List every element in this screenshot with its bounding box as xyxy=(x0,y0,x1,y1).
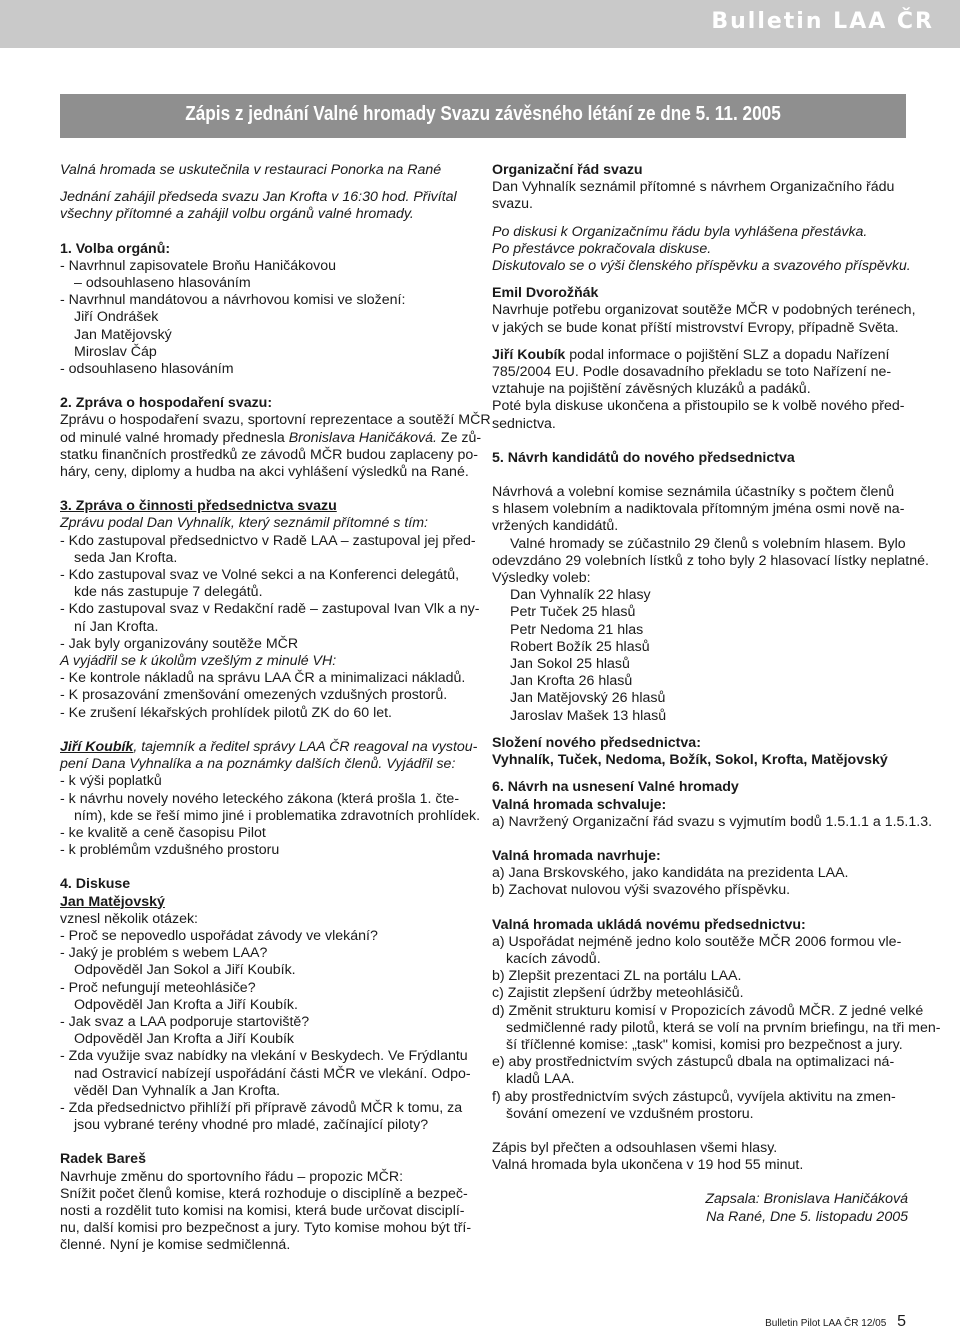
election-result: Robert Božík 25 hlasů xyxy=(510,638,650,655)
text-fragment: podal informace o pojištění SLZ a dopadu Nařízení xyxy=(565,346,890,363)
text-line: seda Jan Krofta. xyxy=(74,549,178,566)
intro-line: Jednání zahájil předseda svazu Jan Krofta v 16:30 hod. Přivítal xyxy=(60,189,457,206)
text-line: kladů LAA. xyxy=(506,1071,575,1088)
page-footer xyxy=(765,1313,906,1331)
text-line: v jakých se bude konat příští mistrovství Evropy, případně Světa. xyxy=(492,319,899,336)
text-line: - Kdo zastupoval předsednictvo v Radě LAA – zastupoval jej před- xyxy=(60,532,476,549)
text-line: sedmičlenné rady pilotů, která se volí na prvním briefingu, na tři men- xyxy=(506,1019,941,1036)
text-line: - Jaký je problém s webem LAA? xyxy=(60,945,268,962)
text-line: - ke kvalitě a ceně časopisu Pilot xyxy=(60,824,266,841)
intro-line: všechny přítomné a zahájil volbu orgánů valné hromady. xyxy=(60,206,414,223)
text-line: – odsouhlaseno hlasováním xyxy=(74,275,251,292)
text-line: s hlasem volebním a nadiktovala přítomným jména osmi nově na- xyxy=(492,501,905,518)
section-heading: 2. Zpráva o hospodaření svazu: xyxy=(60,395,273,412)
text-line: Jiří Ondrášek xyxy=(74,309,159,326)
text-line: vržených kandidátů. xyxy=(492,518,619,535)
text-line: odevzdáno 29 volebních lístků z toho byly 2 hlasovací lístky neplatné. xyxy=(492,552,929,569)
text-line xyxy=(60,739,476,756)
text-line: vznesl několik otázek: xyxy=(60,910,199,927)
text-line: 785/2004 EU. Podle dosavadního překladu se toto Nařízení ne- xyxy=(492,364,892,381)
election-result: Jan Matějovský 26 hlasů xyxy=(510,690,666,707)
signature-line: Zapsala: Bronislava Haničáková xyxy=(705,1191,908,1208)
signature-line: Na Rané, Dne 5. listopadu 2005 xyxy=(706,1208,908,1225)
title-banner xyxy=(60,94,906,138)
text-line: - Navrhnul mandátovou a návrhovou komisi ve složení: xyxy=(60,292,406,309)
text-fragment: od minulé valné hromady přednesla xyxy=(60,429,289,446)
text-line: Jan Matějovský xyxy=(74,326,172,343)
text-line: A vyjádřil se k úkolům vzešlým z minulé VH: xyxy=(60,653,337,670)
text-line xyxy=(60,429,482,447)
text-line: Navrhuje změnu do sportovního řádu – propozic MČR: xyxy=(60,1168,404,1185)
text-line: a) Uspořádat nejméně jedno kolo soutěže MČR 2006 formou vle- xyxy=(492,933,902,950)
text-line: Miroslav Čáp xyxy=(74,343,157,360)
section-heading: 5. Návrh kandidátů do nového předsednictva xyxy=(492,449,795,466)
page-title: Zápis z jednání Valné hromady Svazu závěsného létání ze dne 5. 11. 2005 xyxy=(185,103,781,125)
left-column xyxy=(60,162,491,1255)
section-heading: Organizační řád svazu xyxy=(492,162,643,178)
text-line: Zápis byl přečten a odsouhlasen všemi hlasy. xyxy=(492,1139,778,1156)
text-line: kacích závodů. xyxy=(506,950,601,967)
person-name: Emil Dvorožňák xyxy=(492,285,599,302)
text-line: c) Zajistit zlepšení údržby meteohlásičů. xyxy=(492,985,744,1002)
text-line: ním), kde se řeší mimo jiné i problematika zdravotních prohlídek. xyxy=(74,807,481,824)
section-subheading: Valná hromada schvaluje: xyxy=(492,796,667,813)
text-line: věděl Dan Vyhnalík a Jan Krofta. xyxy=(74,1082,281,1099)
person-name: Jan Matějovský xyxy=(60,893,165,910)
text-line: - Navrhnul zapisovatele Broňu Haničákovou xyxy=(60,257,337,274)
text-line: Odpověděl Jan Krofta a Jiří Koubík xyxy=(74,1031,295,1048)
text-line: - Kdo zastupoval svaz v Redakční radě – zastupoval Ivan Vlk a ny- xyxy=(60,601,480,618)
text-line: a) Jana Brskovského, jako kandidáta na prezidenta LAA. xyxy=(492,865,849,882)
election-result: Dan Vyhnalík 22 hlasy xyxy=(510,587,651,604)
text-line: háry, ceny, diplomy a hudba na akci vyhlášení výsledků na Rané. xyxy=(60,464,469,481)
election-result: Petr Tuček 25 hlasů xyxy=(510,604,636,621)
person-name: Jiří Koubík xyxy=(60,738,134,755)
text-line: - Proč se nepovedlo uspořádat závody ve vlekání? xyxy=(60,927,378,944)
text-line: kde nás zastupuje 7 delegátů. xyxy=(74,584,263,601)
text-fragment: , tajemník a ředitel správy LAA ČR reagoval na vystou- xyxy=(133,738,478,755)
text-line: Odpověděl Jan Krofta a Jiří Koubík. xyxy=(74,996,298,1013)
election-result: Jan Sokol 25 hlasů xyxy=(510,656,630,673)
person-name: Bronislava Haničáková. xyxy=(288,429,437,446)
text-line: Návrhová a volební komise seznámila účastníky s počtem členů xyxy=(492,484,895,501)
text-line: Snížit počet členů komise, která rozhoduje o disciplíně a bezpeč- xyxy=(60,1185,468,1202)
text-line: Po diskusi k Organizačnímu řádu byla vyhlášena přestávka. xyxy=(492,223,868,240)
text-line: vztahuje na pojištění závěsných kluzáků a padáků. xyxy=(492,381,811,398)
text-line xyxy=(492,347,908,364)
text-line: Diskutovalo se o výši členského příspěvku a svazového příspěvku. xyxy=(492,258,911,275)
text-line: nad Ostravicí nabízejí uspořádání části MČR ve vlekání. Odpo- xyxy=(74,1065,471,1082)
section-heading: 1. Volba orgánů: xyxy=(60,240,171,257)
person-name: Jiří Koubík xyxy=(492,346,566,363)
text-line: členné. Nyní je komise sedmičlenná. xyxy=(60,1237,291,1254)
text-line: - Ke zrušení lékařských prohlídek pilotů ZK do 60 let. xyxy=(60,704,392,721)
text-line: Zprávu podal Dan Vyhnalík, který seznámil přítomné s tím: xyxy=(60,515,428,532)
section-heading: 3. Zpráva o činnosti předsednictva svazu xyxy=(60,498,337,515)
text-line: jsou vybrané terény vhodné pro mladé, začínající piloty? xyxy=(74,1117,429,1134)
text-line: f) aby prostřednictvím svých zástupců, vyvíjela aktivitu na zmen- xyxy=(492,1088,896,1105)
text-line: - Zda předsednictvo přihlíží při přípravě závodů MČR k tomu, za xyxy=(60,1099,463,1116)
text-line: Dan Vyhnalík seznámil přítomné s návrhem Organizačního řádu xyxy=(492,179,895,196)
text-fragment: Ze zů- xyxy=(436,429,482,446)
text-line: ší tříčlenné komise: „task" komisi, komisi pro bezpečnost a jury. xyxy=(506,1036,903,1053)
footer-label: Bulletin Pilot LAA ČR 12/05 xyxy=(765,1318,887,1329)
text-line: - Kdo zastupoval svaz ve Volné sekci a na Konferenci delegátů, xyxy=(60,567,460,584)
text-line: pení Dana Vyhnalíka a na poznámky dalších členů. Vyjádřil se: xyxy=(60,756,456,773)
section-subheading: Valná hromada navrhuje: xyxy=(492,847,661,864)
text-line: e) aby prostřednictvím svých zástupců dbala na optimalizaci ná- xyxy=(492,1054,895,1071)
text-line: b) Zachovat nulovou výši svazového příspěvku. xyxy=(492,882,791,899)
text-line: Odpověděl Jan Sokol a Jiří Koubík. xyxy=(74,962,296,979)
text-line: šování omezení ve vzdušném prostoru. xyxy=(506,1105,754,1122)
text-line: - Jak byly organizovány soutěže MČR xyxy=(60,635,299,652)
section-subheading: Valná hromada ukládá novému předsednictvu: xyxy=(492,916,806,933)
section-heading: 4. Diskuse xyxy=(60,876,131,893)
text-line: statku finančních prostředků ze závodů MČR budou zaplaceny po- xyxy=(60,446,478,463)
page-number: 5 xyxy=(897,1313,906,1330)
text-line: - Ke kontrole nákladů na správu LAA ČR a minimalizaci nákladů. xyxy=(60,670,466,687)
bulletin-brand: Bulletin LAA ČR xyxy=(711,9,934,34)
text-line: sednictva. xyxy=(492,415,556,432)
text-line: Valná hromada byla ukončena v 19 hod 55 minut. xyxy=(492,1157,804,1174)
text-line: d) Změnit strukturu komisí v Propozicích závodů MČR. Z jedné velké xyxy=(492,1002,924,1019)
intro-line: Valná hromada se uskutečnila v restauraci Ponorka na Rané xyxy=(60,162,442,178)
text-line: Valné hromady se zúčastnilo 29 členů s volebním hlasem. Bylo xyxy=(510,535,906,552)
text-line: - Zda využije svaz nabídky na vlekání v Beskydech. Ve Frýdlantu xyxy=(60,1048,468,1065)
election-result: Jaroslav Mašek 13 hlasů xyxy=(510,707,667,724)
text-line: - K prosazování zmenšování omezených vzdušných prostorů. xyxy=(60,687,448,704)
text-line: a) Navržený Organizační řád svazu s vyjmutím bodů 1.5.1.1 a 1.5.1.3. xyxy=(492,813,933,830)
text-line: - Proč nefungují meteohlásiče? xyxy=(60,979,256,996)
text-line: nosti a rozdělit tuto komisi na komisi, která bude určovat disciplí- xyxy=(60,1202,465,1219)
section-heading: Složení nového předsednictva: xyxy=(492,734,701,751)
text-line: - odsouhlaseno hlasováním xyxy=(60,361,234,378)
text-line: Zprávu o hospodaření svazu, sportovní reprezentace a soutěží MČR xyxy=(60,412,491,429)
text-line: svazu. xyxy=(492,196,534,213)
text-line: b) Zlepšit prezentaci ZL na portálu LAA. xyxy=(492,968,742,985)
text-line: - k návrhu novely nového leteckého zákona (která prošla 1. čte- xyxy=(60,790,460,807)
text-line: Výsledky voleb: xyxy=(492,570,591,587)
section-heading: 6. Návrh na usnesení Valné hromady xyxy=(492,779,739,796)
text-line: Po přestávce pokračovala diskuse. xyxy=(492,240,712,257)
election-result: Petr Nedoma 21 hlas xyxy=(510,621,644,638)
election-result: Jan Krofta 26 hlasů xyxy=(510,673,633,690)
top-banner xyxy=(0,0,960,48)
text-line: - k problémům vzdušného prostoru xyxy=(60,842,280,859)
text-line: Navrhuje potřebu organizovat soutěže MČR v podobných terénech, xyxy=(492,302,916,319)
text-line: nu, další komisi pro bezpečnost a jury. Tyto komise mohou být tří- xyxy=(60,1220,472,1237)
text-line: Poté byla diskuse ukončena a přistoupilo se k volbě nového před- xyxy=(492,398,905,415)
text-line: ní Jan Krofta. xyxy=(74,618,159,635)
text-line: - Jak svaz a LAA podporuje startoviště? xyxy=(60,1013,310,1030)
text-line: - k výši poplatků xyxy=(60,773,162,790)
text-line: Vyhnalík, Tuček, Nedoma, Božík, Sokol, Krofta, Matějovský xyxy=(492,752,888,769)
person-name: Radek Bareš xyxy=(60,1151,146,1168)
right-column xyxy=(492,162,941,1226)
